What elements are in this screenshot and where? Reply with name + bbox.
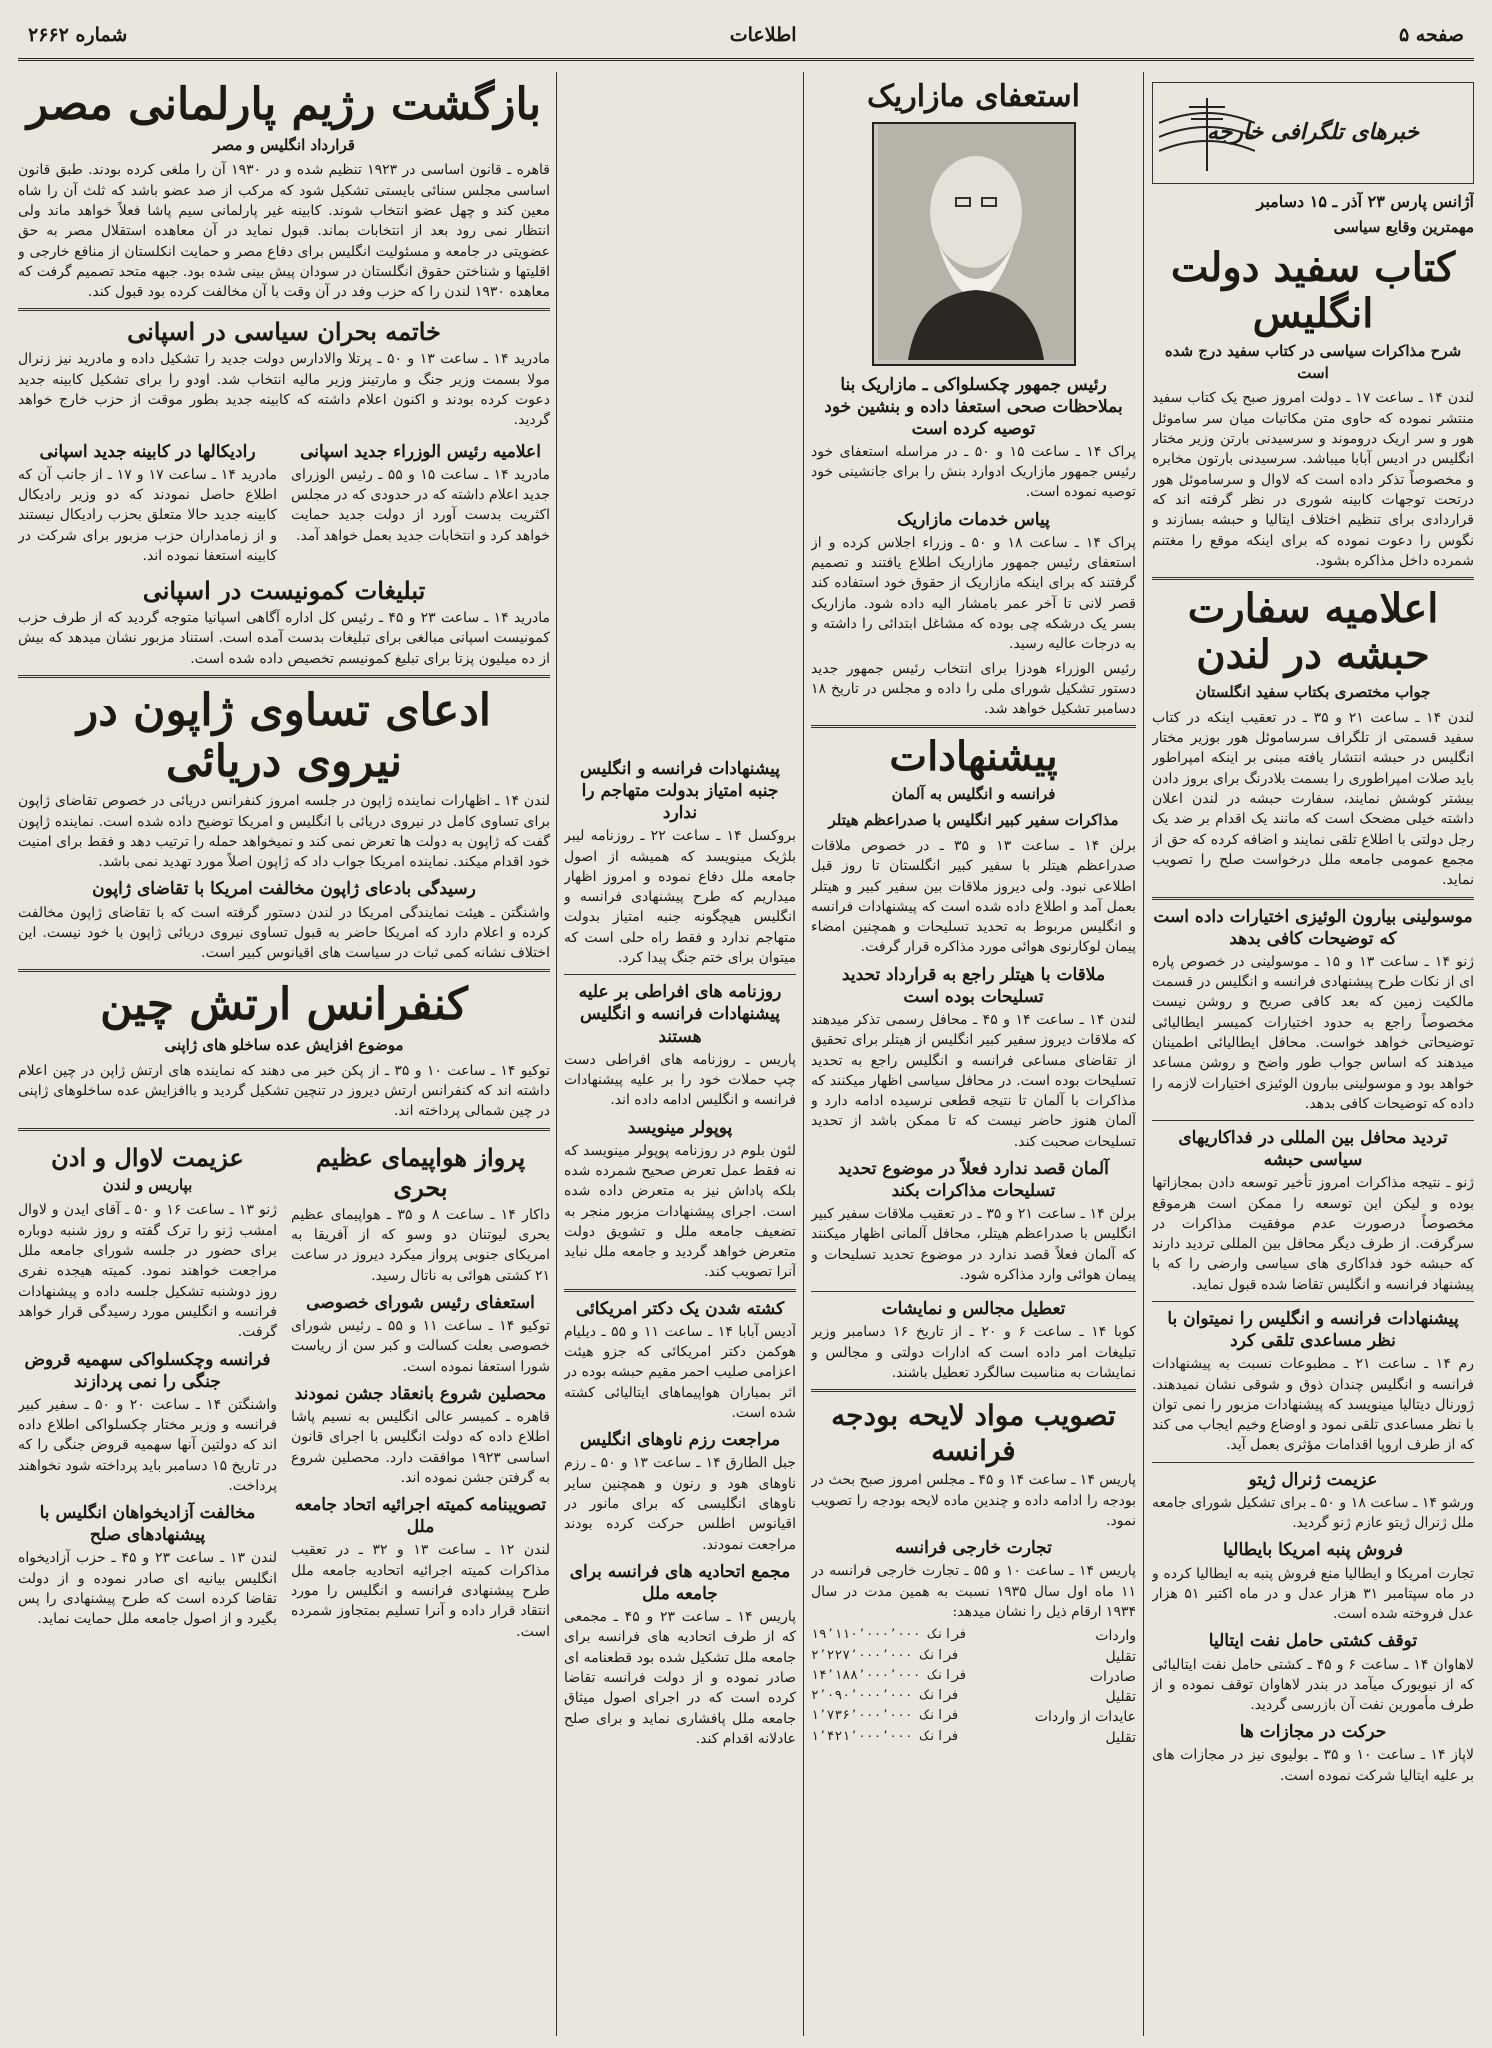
section-title: خبرهای تلگرافی خارجه: [1206, 119, 1420, 146]
headline: موسولینی بیارون الوئیزی اختیارات داده است که توضیحات کافی بدهد: [1153, 906, 1473, 949]
headline: تعطیل مجالس و نمایشات: [881, 1299, 1066, 1320]
newspaper-page: [18, 12, 1474, 2036]
newspaper-name: اطلاعات: [729, 24, 797, 46]
article-body: پراک ۱۴ ـ ساعت ۱۵ و ۵۰ ـ در مراسله استعفای خود رئیس جمهور مازاریک ادوارد بنش را برای جانشینی خود توصیه نموده است.: [811, 443, 1136, 501]
photo-caption: رئیس جمهور چکسلواکی ـ مازاریک بنا بملاحظات صحی استعفا داده و بنشین خود توصیه کرده است: [824, 374, 1123, 439]
headline: عزیمت ژنرال ژیتو: [1248, 1469, 1378, 1490]
article-body: لندن ۱۴ ـ ساعت ۱۴ و ۴۵ ـ محافل رسمی تذکر میدهند که ملاقات دیروز سفیر کبیر انگلیس از هیتلر برای تحقیق از تقاضای مساعی فرانسه و انگلیس راجع به تحدید تسلیحات بوده است. در محافل سیاسی اظهار میکنند که مذاکرات با آلمان تا نتیجه قطعی نرسیده ادامه دارد و آلمان هنوز حاضر نیست که تا ممکن باشد از تحدید تسلیحات صحبت کند.: [811, 1011, 1136, 1150]
article-body: لندن ۱۴ ـ ساعت ۲۱ و ۳۵ ـ در تعقیب اینکه در کتاب سفید قسمتی از تلگراف سرساموئل هور بوزیر مختار انگلیس در حبشه انتشار یافته مبنی بر اینکه امپراطور باید صلات امپراطوری را بسمت بلادرنگ برای بروز دادن بیشتر کوشش نمایند، سفارت حبشه در لندن اعلان داشته خیلی مضحک است که مانند یک اقدام بر ضد یک رجل دولتی با اطلاع تلقی نمایند و اضافه کرده که حق از مجمع عمومی جامعه ملل درخواست صلح را تصویب نماید.: [1152, 709, 1474, 889]
headline: تبلیغات کمونیست در اسپانی: [142, 576, 426, 606]
headline: رسیدگی بادعای ژاپون مخالفت امریکا با تقاضای ژاپون: [92, 879, 476, 900]
subheadline: شرح مذاکرات سیاسی در کتاب سفید درج شده است: [1164, 341, 1462, 382]
article-body: لندن ۱۳ ـ ساعت ۲۳ و ۴۵ ـ حزب آزادیخواه انگلیس بیانیه ای صادر نموده و از دولت تقاضا کرده است که طرح پیشنهادی را پس بگیرد و از اصول جامعه ملل حمایت نماید.: [18, 1550, 277, 1628]
issue-number: شماره ۲۶۶۲: [28, 24, 128, 46]
subheadline: جواب مختصری بکتاب سفید انگلستان: [1195, 683, 1431, 702]
telegraph-pole-icon: [1159, 93, 1255, 173]
headline: اعلامیه رئیس الوزراء جدید اسپانی: [300, 441, 541, 462]
article-body: مادرید ۱۴ ـ ساعت ۱۵ و ۵۵ ـ رئیس الوزرای جدید اعلام داشته که در حدودی که در مجلس اکثریت بدست آورد از دولت جدید حمایت خواهد کرد و انتخابات جدید بعمل خواهد آمد.: [290, 466, 550, 544]
article-body: لندن ۱۴ ـ اظهارات نماینده ژاپون در جلسه امروز کنفرانس دریائی در خصوص تقاضای ژاپون برای تساوی کامل در نیروی دریائی با انگلیس و امریکا توضیح داده شده است. نماینده ژاپون گفت که ژاپون به دولت ها تعرض نمی کند و نمیخواهد حمله را ترتیب دهد و فقط برای امنیت خود اقدام میکند. نماینده امریکا جواب داد که ژاپون اصلاً مورد تهدید نمی باشد.: [18, 793, 550, 871]
article-body: برلن ۱۴ ـ ساعت ۱۳ و ۳۵ ـ در خصوص ملاقات صدراعظم هیتلر با سفیر کبیر انگلستان تا روز قبل اطلاعی نبود. ولی دیروز ملاقات بین سفیر کبیر و هیتلر بعمل آمد و اطلاع داده شده است که پیشنهادات فرانسه و انگلیس مربوط به تحدید تسلیحات و همچنین امضاء پیمان لوکارنوی هوائی مورد مذاکره قرار گرفت.: [811, 837, 1136, 956]
headline: مراجعت رزم ناوهای انگلیس: [579, 1430, 781, 1451]
headline: فروش پنبه امریکا بایطالیا: [1222, 1540, 1404, 1561]
column-rule: [556, 72, 557, 2036]
article-body: مادرید ۱۴ ـ ساعت ۱۳ و ۵۰ ـ پرتلا والادارس دولت جدید را تشکیل داده و مادرید نیز زنرال مولا بسمت وزیر جنگ و مارتینز وزیر مالیه انتخاب شد. اودو را برای تشکیل کابینه جدید دعوت کرده بودند و اکنون اعلام داشته که کابینه جدید بطور موقت از حزب خارج خواهد گردید.: [18, 351, 550, 429]
headline: تردید محافل بین المللی در فداکاریهای سیاسی حبشه: [1178, 1128, 1448, 1171]
article-body: کوبا ۱۴ ـ ساعت ۶ و ۲۰ ـ از تاریخ ۱۶ دسامبر وزیر تبلیغات امر داده است که ادارات دولتی و مجالس و نمایشات به مناسبت سالگرد تعطیل باشند.: [811, 1324, 1136, 1382]
headline: تصویبنامه کمیته اجرائیه اتحاد جامعه ملل: [294, 1495, 547, 1538]
article-body: لاهاوان ۱۴ ـ ساعت ۶ و ۴۵ ـ کشتی حامل نفت ایتالیائی که از نیویورک میآمد در بندر لاهاوان توقف نموده و از طرف مأمورین نفت آن بازرسی گردید.: [1152, 1656, 1474, 1714]
section-logo: [1152, 82, 1474, 184]
headline: استعفای مازاریک: [867, 79, 1080, 114]
dateline: آژانس پارس ۲۳ آذر ـ ۱۵ دسامبر: [1256, 192, 1474, 211]
column-rule: [1143, 72, 1144, 2036]
section-label: مهمترین وقایع سیاسی: [1333, 218, 1474, 237]
column-masaryk: [811, 72, 1136, 2036]
headline: کشته شدن یک دکتر امریکائی: [575, 1298, 785, 1319]
article-body: قاهره ـ قانون اساسی در ۱۹۲۳ تنظیم شده و در ۱۹۳۰ آن را ملغی کرده بودند. طبق قانون اساسی مجلس سنائی بایستی تشکیل شود که مرکب از صد عضو باشد که ثلث آن را شاه معین کند و چهل عضو انتخاب شوند. کابینه غیر پارلمانی سیم پاشا فعلاً خواهد ماند ولی انتظار نمی رود بعد از انتخابات بماند. قبول نماید در آن معاهده استقلال مصر به حق عضویتی در جامعه و مسئولیت انگلیس برای دفاع مصر و حمایت انکلستان از منافع خارجی و اقلیتها و شناختن حقوق انگلستان در سودان پیش بینی شده بود. جبهه متحد تصمیم گرفت که معاهده ۱۹۳۰ لندن را که حزب وفد در آن وقت با آن مخالفت کرده بود قبول کند.: [18, 162, 550, 301]
article-body: پاریس ۱۴ ـ ساعت ۲۳ و ۴۵ ـ مجمعی که از طرف اتحادیه های فرانسه برای جامعه ملل تشکیل شده بود قطعنامه ای صادر نموده و از دولت فرانسه تقاضا کرده است که در اجرای اصول میثاق جامعه ملل پافشاری نماید و برای صلح عادلانه اقدام کند.: [564, 1609, 796, 1747]
headline: پیاس خدمات مازاریک: [897, 509, 1050, 530]
running-header: [18, 12, 1474, 61]
headline: پوپولر مینویسد: [627, 1117, 733, 1138]
article-body: ژنو ـ نتیجه مذاکرات امروز تأخیر توسعه دادن بمجازاتها بوده و لیکن این توسعه را ممکن است هرموقع مخصوصاً درصورت عدم موفقیت مذاکرات در سرگرفت. از طرف دیگر محافل بین المللی تردید دارند که حبشه خود فداکاری های سیاسی وارضی را که با پیشنهاد فرانسه و انگلیس تقاضا شده قبول نماید.: [1152, 1175, 1474, 1293]
article-body: ژنو ۱۴ ـ ساعت ۱۳ و ۱۵ ـ موسولینی در خصوص پاره ای از نکات طرح پیشنهادی فرانسه و انگلیس در قسمت مالکیت زمین که بعد کافی صریح و روشن نیست مخصوصاً راجع به حدود اختیارات کمیسر ایطالیائی توضیحاتی خواهد خواست. محافل ایطالیائی اطمینان میدهند که اساس جواب طور واضح و روشن مساعد خواهد بود و موسولینی ببارون الوئیزی اختیارات لازمه را داده که توضیحات کافی بدهد.: [1152, 953, 1474, 1112]
headline: حرکت در مجازات ها: [1239, 1722, 1387, 1743]
article-body: ورشو ۱۴ ـ ساعت ۱۸ و ۵۰ ـ برای تشکیل شورای جامعه ملل ژنرال ژیتو عازم ژنو گردید.: [1152, 1494, 1474, 1532]
headline: ادعای تساوی ژاپون در نیروی دریائی: [76, 685, 492, 787]
subheadline: فرانسه و انگلیس به آلمان: [891, 785, 1056, 804]
subheadline: مذاکرات سفیر کبیر انگلیس با صدراعظم هیتلر: [828, 811, 1119, 830]
column-proposals: [564, 72, 796, 2036]
headline: کنفرانس ارتش چین: [100, 979, 468, 1031]
headline: بازگشت رژیم پارلمانی مصر: [26, 79, 542, 130]
article-body: توکیو ۱۴ ـ ساعت ۱۰ و ۳۵ ـ از پکن خبر می دهند که نماینده های ارتش ژاپن در چین اعلام داشته اند که کنفرانس ارتش دیروز در تنچین تشکیل گردید و باافزایش عده ساخلوهای ژاپنی در چین شمالی پرداخته اند.: [18, 1062, 550, 1120]
article-body: لاپاز ۱۴ ـ ساعت ۱۰ و ۳۵ ـ بولیوی نیز در مجازات های بر علیه ایتالیا شرکت نموده است.: [1152, 1747, 1474, 1784]
article-body: لئون بلوم در روزنامه پوپولر مینویسد که نه فقط عمل تعرض صحیح شمرده شده بلکه پاداش نیز به متعرض داده شده است. اجرای پیشنهادات مزبور منجر به تضعیف جامعه ملل و تشویق دولت متعرض خواهد گردید و جامعه ملل نباید آنرا تصویب کند.: [564, 1142, 796, 1281]
column-rule: [803, 72, 804, 2036]
headline: اعلامیه سفارت حبشه در لندن: [1187, 585, 1439, 679]
table-row: صادرات ۱۴٬۱۸۸٬۰۰۰٬۰۰۰ فرانک: [811, 1667, 1136, 1685]
headline: عزیمت لاوال و ادن: [51, 1142, 244, 1172]
article-body: پراک ۱۴ ـ ساعت ۱۸ و ۵۰ ـ وزراء اجلاس کرده و از استعفای رئیس جمهور مازاریک اطلاع یافتند و تصمیم گرفتند که برای اینکه مازاریک از حقوق خود استفاده کند قصر لانی تا آخر عمر بامشار الیه داده شود. مازاریک بسر یک درشکه چی بوده که مشاغل ابتدائی را داشته و به درجات عالیه رسید.: [811, 534, 1136, 653]
headline: روزنامه های افراطی بر علیه پیشنهادات فرانسه و انگلیس هستند: [578, 982, 782, 1047]
article-body: رم ۱۴ ـ ساعت ۲۱ ـ مطبوعات نسبت به پیشنهادات فرانسه و انگلیس چندان ذوق و شوقی نشان نمیدهند. ژورنال دیتالیا مینویسد که پیشنهادات مزبور را نمی توان با نظر مساعدی تلقی نمود و اوضاع وخیم ایجاب می کند که از طرف اروپا اقدامات مؤثری بعمل آید.: [1152, 1356, 1474, 1454]
headline: استعفای رئیس شورای خصوصی: [306, 1292, 535, 1313]
article-body: برلن ۱۴ ـ ساعت ۲۱ و ۳۵ ـ در تعقیب ملاقات سفیر کبیر انگلیس با صدراعظم هیتلر، محافل آلمانی اظهار میکنند که آلمان فعلاً قصد ندارد در موضوع تحدید تسلیحات و پیمان هوائی وارد مذاکره شود.: [811, 1206, 1136, 1284]
article-body: رئیس الوزراء هودزا برای انتخاب رئیس جمهور جدید دستور تشکیل شورای ملی را داده و مجلس در تاریخ ۱۸ دسامبر تشکیل خواهد شد.: [811, 660, 1136, 718]
article-body: تجارت امریکا و ایطالیا منع فروش پنبه به ایطالیا کرده و در ماه سپتامبر ۳۱ هزار عدل و در ماه اکتبر ۵۱ هزار عدل فروخته شده است.: [1152, 1565, 1474, 1623]
portrait-photo: [872, 122, 1076, 366]
article-body: توکیو ۱۴ ـ ساعت ۱۱ و ۵۵ ـ رئیس شورای خصوصی بعلت کسالت و کبر سن از ریاست شورا استعفا نموده است.: [291, 1317, 550, 1375]
table-row: تقلیل ۲٬۲۲۷٬۰۰۰٬۰۰۰ فرانک: [811, 1647, 1136, 1665]
article-body: جبل الطارق ۱۴ ـ ساعت ۱۳ و ۵۰ ـ رزم ناوهای هود و رنون و همچنین سایر ناوهای انگلیسی که برای مانور در اقیانوس اطلس حرکت کرده بودند مراجعت نمودند.: [564, 1455, 796, 1553]
article-body: مادرید ۱۴ ـ ساعت ۱۷ و ۱۷ ـ از جانب آن که اطلاع حاصل نمودند که دو وزیر رادیکال کابینه جدید حالا متعلق بحزب رادیکال نیستند و از زمامداران حزب مزبور برای شرکت در کابینه استعفا نموده اند.: [18, 466, 277, 564]
article-body: پاریس ۱۴ ـ ساعت ۱۴ و ۴۵ ـ مجلس امروز صبح بحث در بودجه را ادامه داده و چندین ماده لایحه بودجه را تصویب نمود.: [811, 1472, 1136, 1529]
table-row: تقلیل ۱٬۴۲۱٬۰۰۰٬۰۰۰ فرانک: [811, 1728, 1136, 1746]
headline: پیشنهادات فرانسه و انگلیس جنبه امتیاز بدولت متهاجم را ندارد: [580, 759, 780, 824]
headline: پیشنهادات فرانسه و انگلیس را نمیتوان با نظر مساعدی تلقی کرد: [1167, 1309, 1459, 1352]
table-row: عایدات از واردات ۱٬۷۳۶٬۰۰۰٬۰۰۰ فرانک: [811, 1708, 1136, 1726]
article-body: ژنو ۱۳ ـ ساعت ۱۶ و ۵۰ ـ آقای ایدن و لاوال امشب ژنو را ترک گفته و روز شنبه دوباره برای حضور در جلسه شورای جامعه ملل مراجعت خواهند نمود. کمیته هیجده نفری روز دوشنبه تشکیل جلسه داده و پیشنهادات فرانسه و انگلیس مورد رسیدگی قرار خواهد گرفت.: [18, 1202, 277, 1341]
headline: فرانسه وچکسلواکی سهمیه قروض جنگی را نمی پردازند: [24, 1349, 271, 1392]
headline: آلمان قصد ندارد فعلاً در موضوع تحدید تسلیحات مذاکرات بکند: [838, 1158, 1109, 1202]
subheadline: قرارداد انگلیس و مصر: [213, 135, 355, 154]
headline: مخالفت آزادیخواهان انگلیس با پیشنهادهای صلح: [39, 1503, 256, 1546]
headline: توقف کشتی حامل نفت ایتالیا: [1208, 1631, 1418, 1652]
article-body: لندن ۱۴ ـ ساعت ۱۷ ـ دولت امروز صبح یک کتاب سفید منتشر نموده که حاوی متن مکاتبات میان سر ساموئل هور و سر اریک دروموند و سرسیدنی بارتن وزیر مختار انگلیس در ادیس آبابا میباشد. سرسیدنی بارتون مخابره و مخصوصاً تذکر داده است که لاوال و سرساموئل هور درتحت توجهات کابینه شوری در نظر گرفته اند که قراردادی برای تنظیم اختلاف ایتالیا و حبشه بسازند و نگوس را دعوت نموده که برای اینکه موقع را مغتنم شمرده داخل مذاکره بشود.: [1152, 390, 1474, 569]
headline: پیشنهادات: [889, 733, 1058, 781]
column-foreign-news: [1152, 72, 1474, 2036]
article-body: واشنگتن ۱۴ ـ ساعت ۲۰ و ۵۰ ـ سفیر کبیر فرانسه و وزیر مختار چکسلواکی اطلاع داده اند که دولتین آنها سهمیه قروض جنگی را که در تاریخ ۱۵ دسامبر باید پرداخته شود نخواهند پرداخت.: [18, 1396, 277, 1494]
headline: تجارت خارجی فرانسه: [895, 1538, 1052, 1559]
table-row: واردات ۱۹٬۱۱۰٬۰۰۰٬۰۰۰ فرانک: [811, 1627, 1136, 1645]
article-body: بروکسل ۱۴ ـ ساعت ۲۲ ـ روزنامه لیبر بلژیک مینویسد که همیشه از اصول جامعه ملل دفاع نموده و امروز اظهار میداریم که طرح پیشنهادی فرانسه و انگلیس هیچگونه جنبه امتیاز بدولت متهاجم ندارد و فقط راه حلی است که میتوان برای ختم جنگ پیدا کرد.: [564, 828, 796, 967]
article-body: لندن ۱۲ ـ ساعت ۱۳ و ۳۲ ـ در تعقیب مذاکرات کمیته اجرائیه اتحادیه جامعه ملل طرح پیشنهادی فرانسه و انگلیس را مورد انتقاد قرار داده و آنرا تسلیم بمتجاوز شمرده است.: [291, 1542, 550, 1640]
subheadline: موضوع افزایش عده ساخلو های ژاپنی: [164, 1036, 404, 1055]
column-world: [18, 72, 550, 2036]
headline: رادیکالها در کابینه جدید اسپانی: [39, 441, 256, 462]
article-body: داکار ۱۴ ـ ساعت ۸ و ۳۵ ـ هواپیمای عظیم بحری لیوتنان دو وسو که از آفریقا به امریکای جنوبی پرواز میکرد دیروز در ساعت ۲۱ کشتی هوائی به ناتال رسید.: [291, 1206, 550, 1284]
headline: تصویب مواد لایحه بودجه فرانسه: [831, 1399, 1116, 1468]
article-body: واشنگتن ـ هیئت نمایندگی امریکا در لندن دستور گرفته است که با تقاضای ژاپون مخالفت کرده و اعلام دارد که امریکا حاضر به قبول تساوی نیروی دریائی ژاپون با خود نیست. این اختلاف نشانه کمی ثبات در سیاست های اقیانوس کبیر است.: [18, 904, 550, 962]
page-number: صفحه ۵: [1398, 24, 1464, 46]
portrait-photo-icon: [878, 124, 1074, 360]
table-row: تقلیل ۲٬۰۹۰٬۰۰۰٬۰۰۰ فرانک: [811, 1688, 1136, 1706]
article-body: مادرید ۱۴ ـ ساعت ۲۳ و ۴۵ ـ رئیس کل اداره آگاهی اسپانیا متوجه گردید که از طرف حزب کمونیست اسپانی مبالغی برای تبلیغات بدست آمده است. استناد مزبور نشان میدهد که بیش از ده میلیون پزتا برای تبلیغ کمونیسم تخصیص داده شده است.: [18, 610, 550, 667]
headline: پرواز هواپیمای عظیم بحری: [315, 1142, 526, 1202]
subheadline: بپاریس و لندن: [102, 1175, 193, 1194]
headline: ملاقات با هیتلر راجع به قرارداد تحدید تسلیحات بوده است: [841, 964, 1106, 1007]
headline: محصلین شروع بانعقاد جشن نمودند: [294, 1383, 547, 1404]
article-body: پاریس ۱۴ ـ ساعت ۱۰ و ۵۵ ـ تجارت خارجی فرانسه در ۱۱ ماه اول سال ۱۹۳۵ نسبت به همین مدت در سال ۱۹۳۴ ارقام ذیل را نشان میدهد:: [811, 1563, 1136, 1620]
headline: مجمع اتحادیه های فرانسه برای جامعه ملل: [569, 1561, 791, 1604]
headline: خاتمه بحران سیاسی در اسپانی: [127, 317, 441, 347]
article-body: آدیس آبابا ۱۴ ـ ساعت ۱۱ و ۵۵ ـ دیلیام هوکمن دکتر امریکائی که جزو هیئت اعزامی صلیب احمر مقیم حبشه بوده در اثر بمباران هواپیماهای ایتالیائی کشته شده است.: [564, 1323, 796, 1421]
trade-figures-table: [811, 1626, 1136, 1748]
headline: کتاب سفید دولت انگلیس: [1170, 243, 1456, 337]
article-body: پاریس ـ روزنامه های افراطی دست چپ حملات خود را بر علیه پیشنهادات فرانسه و انگلیس ادامه داده اند.: [564, 1051, 796, 1109]
article-body: قاهره ـ کمیسر عالی انگلیس به نسیم پاشا اطلاع داده که دولت انگلیس با اجرای قانون اساسی ۱۹۲۳ موافقت دارد. محصلین شروع به گرفتن جشن نموده اند.: [291, 1408, 550, 1486]
